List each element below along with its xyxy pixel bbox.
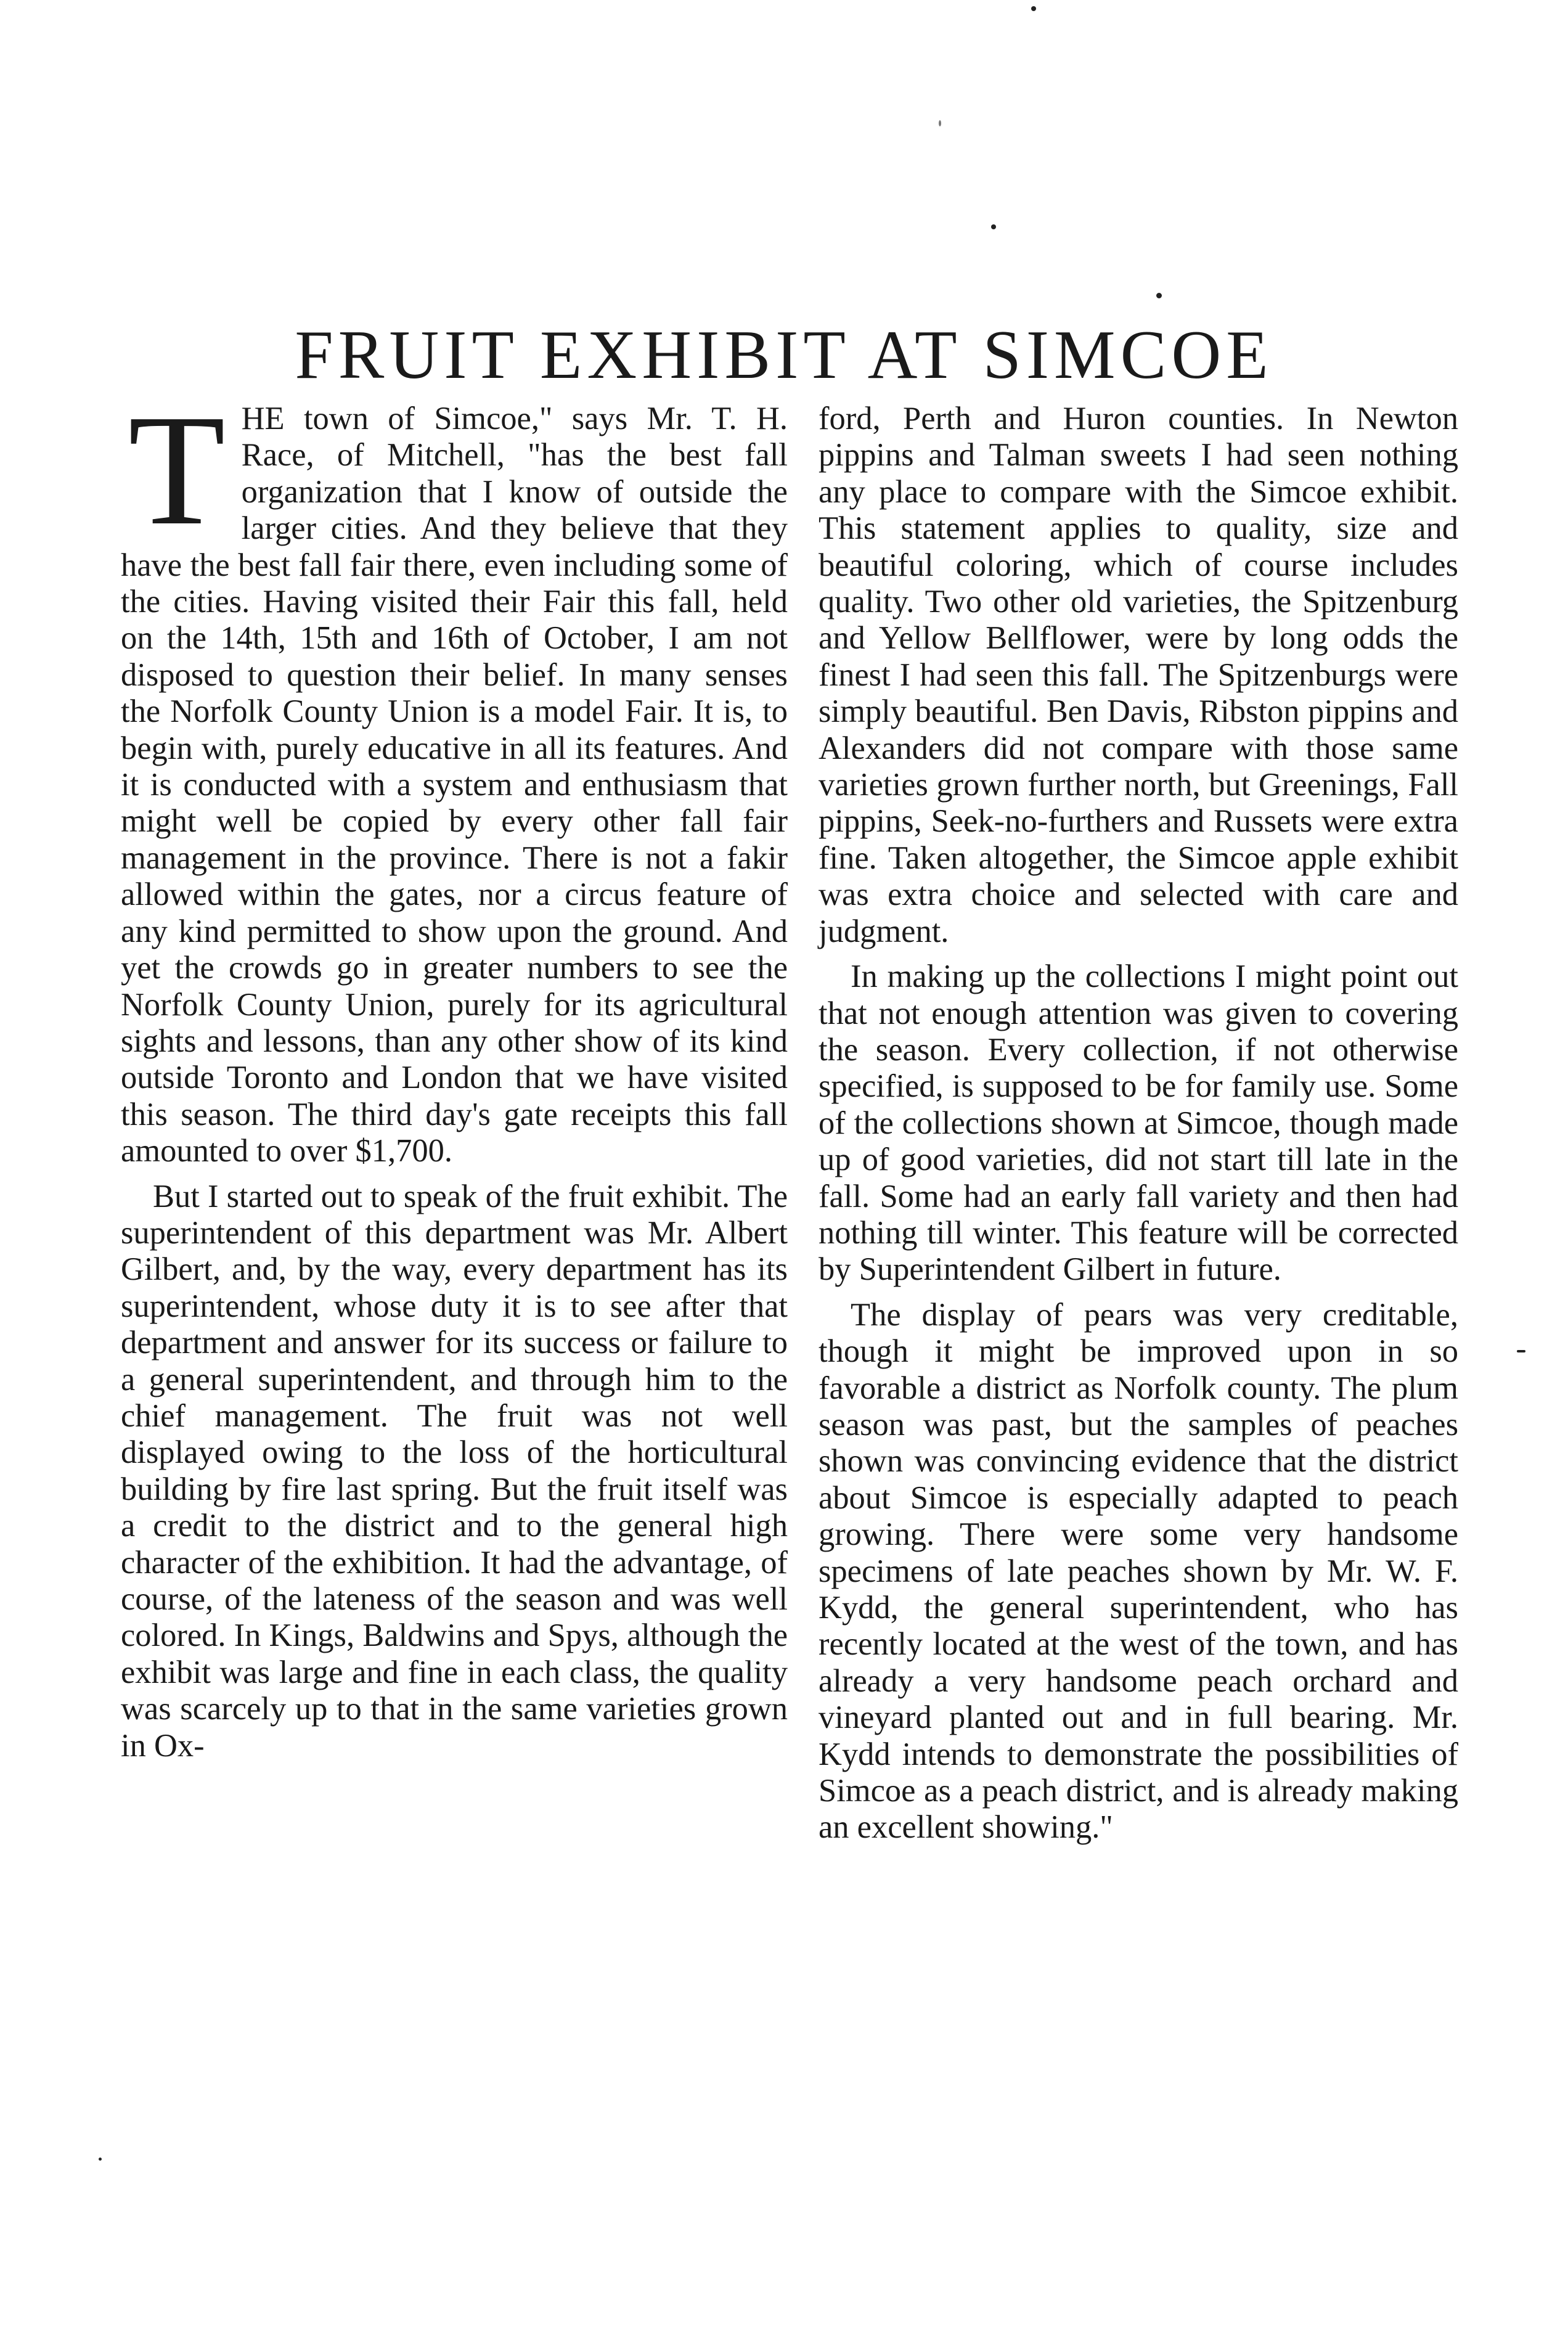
paragraph-1-text: HE town of Simcoe," says Mr. T. H. Race, of Mitchell, "has the best fall organization that I know of outside the larger cities. And they believe that they have the best fall fair there, even including some of the cities. Having visited their Fair this fall, held on the 14th, 15th and 16th of October, I am not disposed to question their belief. In many senses the Norfolk County Union is a model Fair. It is, to begin with, purely educative in all its features. And it is conducted with a system and enthusiasm that might well be copied by every other fall fair management in the province. There is not a fakir allowed within the gates, nor a circus feature of any kind permitted to show upon the ground. And yet the crowds go in greater numbers to see the Norfolk County Union, purely for its agricultural sights and lessons, than any other show of its kind outside Toronto and London that we have visited this season. The third day's gate receipts this fall amounted to over $1,700. bbox=[121, 401, 788, 1169]
print-speck bbox=[991, 224, 996, 229]
article-paragraph-4: The display of pears was very creditable, though it might be improved upon in so favorable a district as Norfolk county. The plum season was past, but the samples of peaches shown was convincing evidence that the district about Simcoe is especially adapted to peach growing. There were some very handsome specimens of late peaches shown by Mr. W. F. Kydd, the general superintendent, who has recently located at the west of the town, and has already a very handsome peach orchard and vineyard planted out and in full bearing. Mr. Kydd intends to demonstrate the possibilities of Simcoe as a peach district, and is already making an excellent showing." bbox=[819, 1296, 1458, 1846]
article-title: FRUIT EXHIBIT AT SIMCOE bbox=[295, 317, 1273, 393]
print-speck bbox=[1517, 1350, 1525, 1352]
article-paragraph-2-continued: ford, Perth and Huron counties. In Newton pippins and Talman sweets I had seen nothing any place to compare with the Simcoe exhibit. This statement applies to quality, size and beautiful coloring, which of course includes quality. Two other old varieties, the Spitzenburg and Yellow Bellflower, were by long odds the finest I had seen this fall. The Spitzenburgs were simply beautiful. Ben Davis, Ribston pippins and Alexanders did not compare with those same varieties grown further north, but Greenings, Fall pippins, Seek-no-furthers and Russets were extra fine. Taken altogether, the Simcoe apple exhibit was extra choice and selected with care and judgment. bbox=[819, 401, 1458, 949]
print-speck bbox=[99, 2158, 102, 2161]
drop-cap: T bbox=[128, 382, 226, 558]
article-paragraph-3: In making up the collections I might point out that not enough attention was given to covering the season. Every collection, if not otherwise specified, is supposed to be for family use. Some of the collections shown at Simcoe, though made up of good varieties, did not start till late in the fall. Some had an early fall variety and then had nothing till winter. This feature will be corrected by Superintendent Gilbert in future. bbox=[819, 959, 1458, 1288]
article-paragraph-1 bbox=[121, 382, 788, 1170]
print-speck bbox=[1156, 293, 1162, 298]
print-speck bbox=[1031, 6, 1036, 11]
left-column bbox=[121, 382, 788, 1773]
right-column bbox=[819, 401, 1458, 1855]
print-speck bbox=[939, 120, 941, 126]
article-paragraph-2: But I started out to speak of the fruit exhibit. The superintendent of this department was Mr. Albert Gilbert, and, by the way, every department has its superintendent, whose duty it is to see after that department and answer for its success or failure to a general superintendent, and through him to the chief management. The fruit was not well displayed owing to the loss of the horticultural building by fire last spring. But the fruit itself was a credit to the district and to the general high character of the exhibition. It had the advantage, of course, of the lateness of the season and was well colored. In Kings, Baldwins and Spys, although the exhibit was large and fine in each class, the quality was scarcely up to that in the same varieties grown in Ox- bbox=[121, 1178, 788, 1764]
